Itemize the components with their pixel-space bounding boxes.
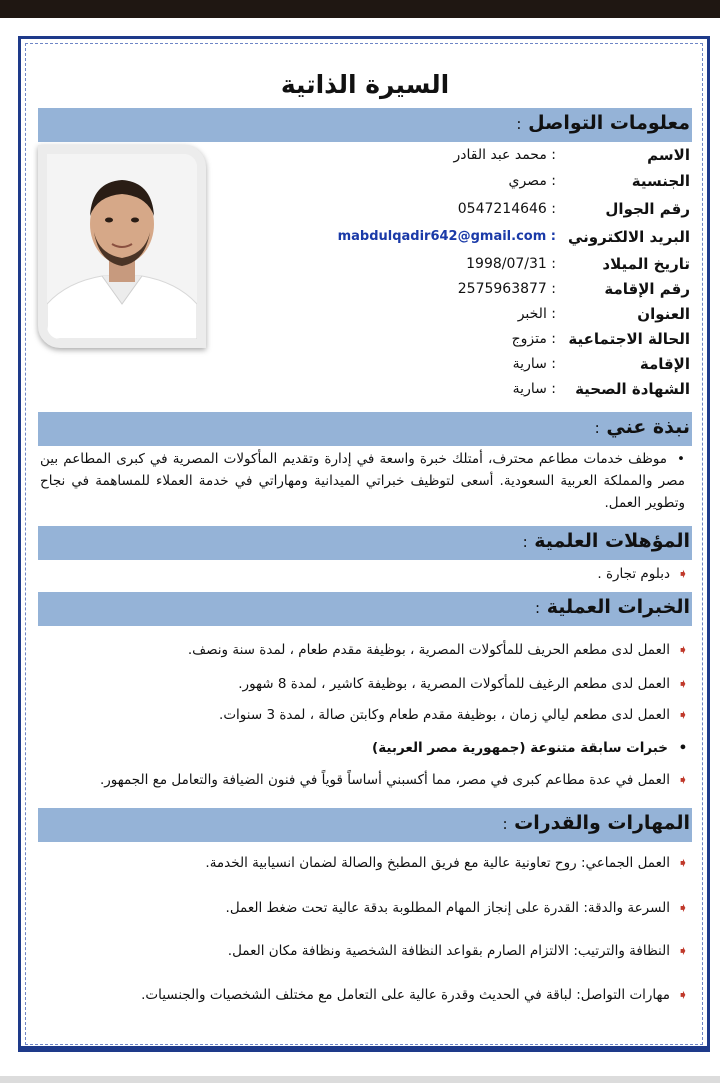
experience-subheading (372, 740, 690, 756)
contact-label: رقم الإقامة (604, 280, 690, 298)
section-skills-header (38, 808, 692, 842)
contact-value: : الخبر (517, 306, 556, 322)
contact-value: : متزوج (511, 331, 556, 347)
contact-row-phone (200, 198, 692, 222)
about-paragraph (40, 448, 685, 514)
contact-label: الاسم (647, 146, 690, 164)
experience-text: العمل لدى مطعم ليالي زمان ، بوظيفة مقدم طعام وكابتن صالة ، لمدة 3 سنوات. (219, 707, 670, 723)
contact-value: 1998/07/31 : (466, 256, 556, 272)
contact-row-residency (200, 353, 692, 377)
cv-title: السيرة الذاتية (280, 70, 450, 99)
section-colon: : (522, 533, 528, 551)
contact-label: الإقامة (639, 355, 690, 373)
bullet-dot: • (677, 451, 685, 467)
section-colon: : (535, 599, 541, 617)
contact-row-health-cert (200, 378, 692, 402)
section-skills-title: المهارات والقدرات (514, 812, 690, 834)
about-text: موظف خدمات مطاعم محترف، أمتلك خبرة واسعة في إدارة وتقديم المأكولات المصرية في كبرى المطاعم بين مصر والمملكة العربية السعودية. أسعى لتوظيف خبراتي الميدانية ومهاراتي في خدمة العملاء للمساهمة في نجاح وتطوير العمل. (40, 451, 685, 511)
experience-item (100, 772, 690, 788)
arrow-bullet-icon: ➧ (677, 677, 689, 692)
bottom-margin (0, 1076, 720, 1083)
arrow-bullet-icon: ➧ (677, 708, 689, 723)
skill-text: السرعة والدقة: القدرة على إنجاز المهام المطلوبة بدقة عالية تحت ضغط العمل. (225, 900, 670, 916)
contact-value: 0547214646 : (457, 201, 556, 217)
contact-value: : سارية (512, 356, 556, 372)
arrow-bullet-icon: ➧ (677, 988, 689, 1003)
contact-label: الجنسية (631, 172, 690, 190)
skill-text: مهارات التواصل: لباقة في الحديث وقدرة عالية على التعامل مع مختلف الشخصيات والجنسيات. (141, 987, 670, 1003)
contact-row-marital (200, 328, 692, 352)
contact-label: تاريخ الميلاد (602, 255, 690, 273)
section-experience-title: الخبرات العملية (546, 596, 690, 618)
contact-row-nationality (200, 170, 692, 194)
arrow-bullet-icon: ➧ (677, 944, 689, 959)
contact-label: العنوان (637, 305, 690, 323)
section-colon: : (516, 115, 522, 133)
contact-label: الحالة الاجتماعية (568, 330, 690, 348)
contact-label: الشهادة الصحية (575, 380, 690, 398)
arrow-bullet-icon: ➧ (677, 643, 689, 658)
contact-value: : محمد عبد القادر (453, 147, 556, 163)
experience-text: العمل لدى مطعم الحريف للمأكولات المصرية ، بوظيفة مقدم طعام ، لمدة سنة ونصف. (187, 642, 670, 658)
contact-row-name (200, 144, 692, 168)
contact-value: 2575963877 : (457, 281, 556, 297)
section-colon: : (594, 419, 600, 437)
contact-label: رقم الجوال (605, 200, 690, 218)
email-link[interactable]: mabdulqadir642@gmail.com : (337, 229, 556, 244)
section-about-header (38, 412, 692, 446)
bullet-dot: • (678, 740, 688, 756)
section-qualifications-title: المؤهلات العلمية (534, 530, 690, 552)
section-about-title: نبذة عني (606, 416, 690, 438)
arrow-bullet-icon: ➧ (677, 567, 689, 582)
contact-value: : مصري (508, 173, 556, 189)
section-experience-header (38, 592, 692, 626)
section-contact-header (38, 108, 692, 142)
contact-value: : سارية (512, 381, 556, 397)
top-dark-bar (0, 0, 720, 18)
arrow-bullet-icon: ➧ (677, 773, 689, 788)
skill-item (226, 900, 690, 916)
arrow-bullet-icon: ➧ (677, 901, 689, 916)
experience-text: العمل لدى مطعم الرغيف للمأكولات المصرية ، بوظيفة كاشير ، لمدة 8 شهور. (238, 676, 670, 692)
section-qualifications-header (38, 526, 692, 560)
skill-text: النظافة والترتيب: الالتزام الصارم بقواعد النظافة الشخصية ونظافة مكان العمل. (227, 943, 670, 959)
contact-row-iqama-number (200, 278, 692, 302)
contact-row-birthdate (200, 253, 692, 277)
qualification-text: دبلوم تجارة . (597, 566, 670, 582)
experience-item (219, 707, 690, 723)
skill-item (228, 943, 690, 959)
experience-item (238, 676, 690, 692)
section-contact-title: معلومات التواصل (528, 112, 690, 134)
contact-row-address (200, 303, 692, 327)
section-colon: : (502, 815, 508, 833)
profile-photo (38, 145, 206, 348)
experience-sub-text: خبرات سابقة متنوعة (جمهورية مصر العربية) (372, 740, 668, 756)
contact-label: البريد الالكتروني (568, 228, 690, 246)
skill-item (141, 987, 690, 1003)
qualification-item (597, 566, 690, 582)
contact-row-email (200, 226, 692, 250)
skill-text: العمل الجماعي: روح تعاونية عالية مع فريق المطبخ والصالة لضمان انسيابية الخدمة. (205, 855, 670, 871)
experience-item (188, 642, 690, 658)
page-border-bottom (18, 1046, 710, 1052)
arrow-bullet-icon: ➧ (677, 856, 689, 871)
experience-text: العمل في عدة مطاعم كبرى في مصر، مما أكسبني أساساً قوياً في فنون الضيافة والتعامل مع الجمهور. (100, 772, 670, 788)
skill-item (205, 855, 690, 871)
